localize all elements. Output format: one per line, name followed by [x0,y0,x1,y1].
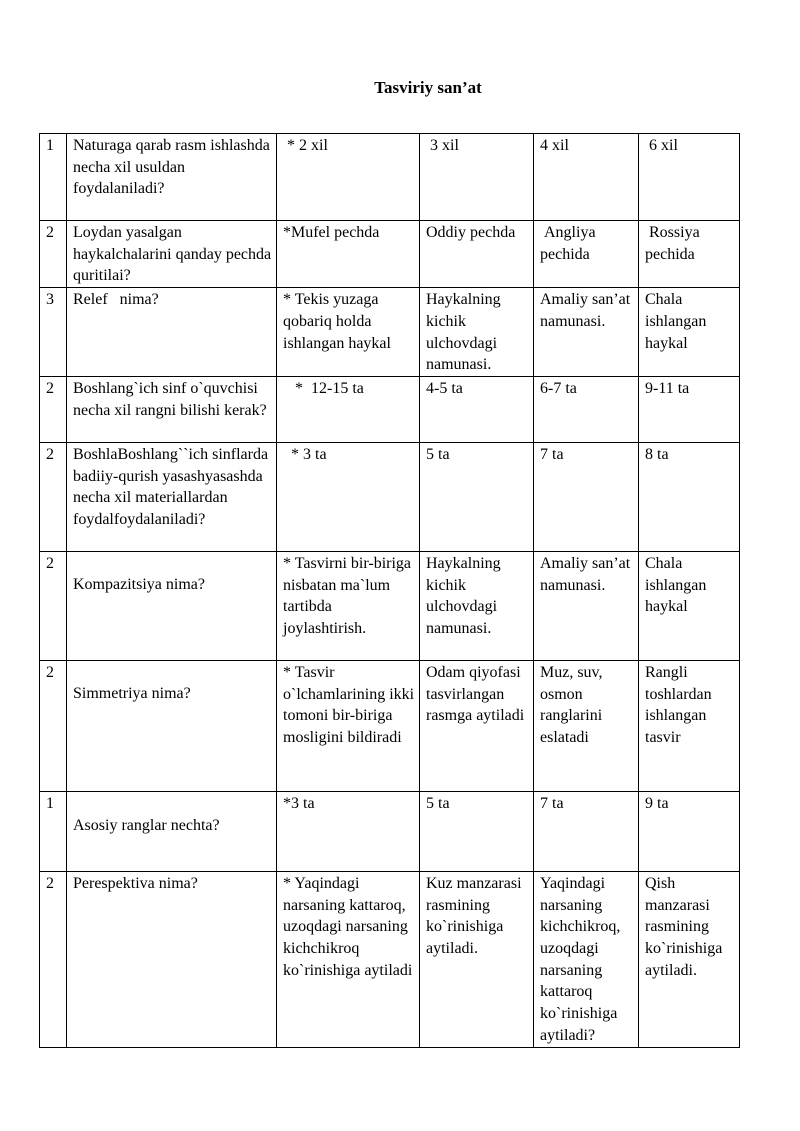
row-number: 1 [40,134,67,221]
answer-cell: 7 ta [534,791,639,871]
table-row [40,288,740,377]
answer-cell: Kuz manzarasi rasmining ko`rinishiga aytiladi. [420,871,534,1047]
question-cell: Loydan yasalgan haykalchalarini qanday pechda quritilai? [67,221,277,288]
row-number: 2 [40,221,67,288]
answer-cell: Oddiy pechda [420,221,534,288]
answer-cell: 7 ta [534,442,639,551]
row-number: 2 [40,551,67,660]
answer-cell: Odam qiyofasi tasvirlangan rasmga aytiladi [420,660,534,791]
table-row [40,442,740,551]
answer-cell: Chala ishlangan haykal [639,551,740,660]
answer-cell: Rangli toshlardan ishlangan tasvir [639,660,740,791]
answer-cell-correct: * Yaqindagi narsaning kattaroq, uzoqdagi narsaning kichchikroq ko`rinishiga aytiladi [277,871,420,1047]
table-row [40,871,740,1047]
question-text: Asosiy ranglar nechta? [73,816,220,834]
answer-cell: 5 ta [420,791,534,871]
row-number: 3 [40,288,67,377]
answer-cell-correct: *3 ta [277,791,420,871]
row-number: 2 [40,442,67,551]
question-cell: Naturaga qarab rasm ishlashda necha xil usuldan foydalaniladi? [67,134,277,221]
answer-cell: 9 ta [639,791,740,871]
answer-cell: 5 ta [420,442,534,551]
table-row [40,551,740,660]
answer-cell: 4-5 ta [420,376,534,442]
quiz-table [39,133,740,1048]
question-text: Kompazitsiya nima? [73,575,205,593]
row-number: 2 [40,660,67,791]
question-cell: Relef nima? [67,288,277,377]
question-text: Simmetriya nima? [73,684,191,702]
answer-cell: Angliya pechida [534,221,639,288]
answer-cell: 9-11 ta [639,376,740,442]
table-row [40,134,740,221]
answer-cell-correct: * Tekis yuzaga qobariq holda ishlangan haykal [277,288,420,377]
question-cell [67,791,277,871]
question-cell: BoshlaBoshlang``ich sinflarda badiiy-qurish yasashyasashda necha xil materiallardan foydalfoydalaniladi? [67,442,277,551]
answer-cell: Rossiya pechida [639,221,740,288]
table-row [40,376,740,442]
question-cell [67,660,277,791]
answer-cell: Qish manzarasi rasmining ko`rinishiga aytiladi. [639,871,740,1047]
answer-cell-correct: *Mufel pechda [277,221,420,288]
page-title: Tasviriy san’at [374,78,482,97]
answer-cell: 6 xil [639,134,740,221]
answer-cell: Chala ishlangan haykal [639,288,740,377]
row-number: 2 [40,871,67,1047]
answer-cell-correct: * 2 xil [277,134,420,221]
table-row [40,791,740,871]
answer-cell-correct: * Tasvir o`lchamlarining ikki tomoni bir-biriga mosligini bildiradi [277,660,420,791]
answer-cell: Haykalning kichik ulchovdagi namunasi. [420,288,534,377]
answer-cell: Yaqindagi narsaning kichchikroq, uzoqdagi narsaning kattaroq ko`rinishiga aytiladi? [534,871,639,1047]
answer-cell: 4 xil [534,134,639,221]
table-row [40,660,740,791]
answer-cell: 6-7 ta [534,376,639,442]
row-number: 1 [40,791,67,871]
question-cell [67,551,277,660]
answer-cell-correct: * Tasvirni bir-biriga nisbatan ma`lum tartibda joylashtirish. [277,551,420,660]
answer-cell: Amaliy san’at namunasi. [534,288,639,377]
answer-cell: Haykalning kichik ulchovdagi namunasi. [420,551,534,660]
answer-cell: Amaliy san’at namunasi. [534,551,639,660]
question-cell: Boshlang`ich sinf o`quvchisi necha xil rangni bilishi kerak? [67,376,277,442]
answer-cell: Muz, suv, osmon ranglarini eslatadi [534,660,639,791]
answer-cell-correct: * 3 ta [277,442,420,551]
answer-cell-correct: * 12-15 ta [277,376,420,442]
row-number: 2 [40,376,67,442]
answer-cell: 3 xil [420,134,534,221]
question-cell: Perespektiva nima? [67,871,277,1047]
table-row [40,221,740,288]
answer-cell: 8 ta [639,442,740,551]
